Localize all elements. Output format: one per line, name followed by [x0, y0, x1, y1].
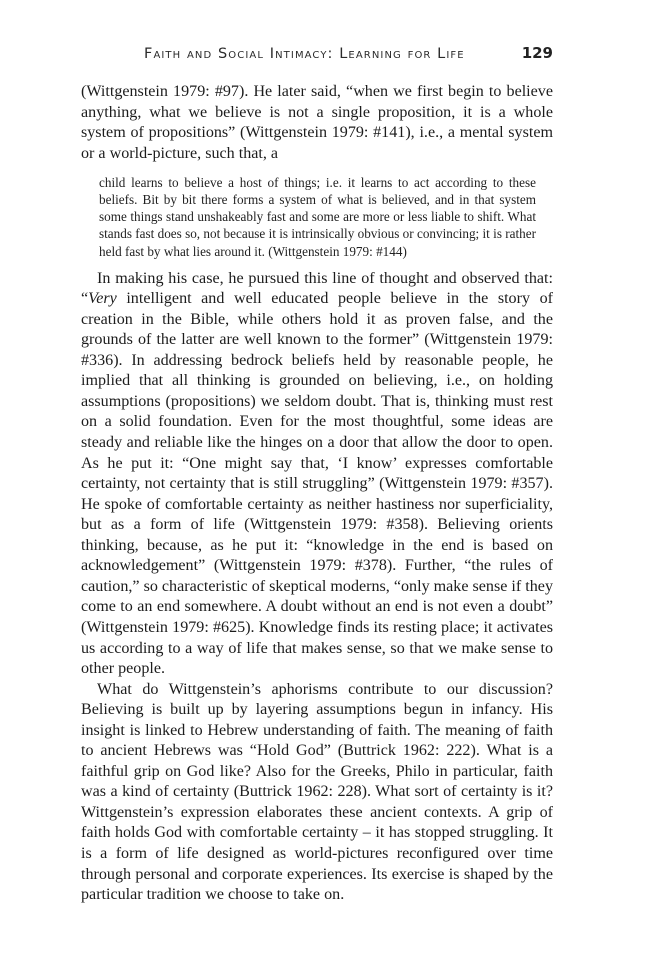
paragraph-2-rest: intelligent and well educated people believe in the story of creation in the Bible, while others hold it as proven false, and the grounds of the latter are well known to the former” (Wittgenstein 1979: #336). In addressing bedrock beliefs held by reasonable people, he implied that all thinking is grounded on believing, i.e., on holding assumptions (propositions) we seldom doubt. That is, thinking must rest on a solid foundation. Even for the most thoughtful, some ideas are steady and reliable like the hinges on a door that allow the door to open. As he put it: “One might say that, ‘I know’ expresses comfortable certainty, not certainty that is still struggling” (Wittgenstein 1979: #357). He spoke of comfortable certainty as neither hastiness nor superficiality, but as a form of life (Wittgenstein 1979: #358). Believing orients thinking, because, as he put it: “knowledge in the end is based on acknowledgement” (Wittgenstein 1979: #378). Further, “the rules of caution,” so characteristic of skeptical moderns, “only make sense if they come to an end somewhere. A doubt without an end is not even a doubt” (Wittgenstein 1979: #625). Knowledge finds its resting place; it activates us according to a way of life that makes sense, so that we make sense to other people.: [81, 290, 553, 678]
paragraph-2-italic: Very: [88, 290, 117, 308]
paragraph-2: [81, 269, 553, 680]
page-number: 129: [521, 44, 553, 62]
block-quote: child learns to believe a host of things; i.e. it learns to act according to these beliefs. Bit by bit there forms a system of what is believed, and in that system some things stand unshakeably fast and some are more or less liable to shift. What stands fast does so, not because it is intrinsically obvious or convincing; it is rather held fast by what lies around it. (Wittgenstein 1979: #144): [99, 175, 536, 259]
body-text: [81, 82, 553, 906]
running-head: [80, 44, 553, 62]
paragraph-1: (Wittgenstein 1979: #97). He later said, “when we first begin to believe anything, what we believe is not a single proposition, it is a whole system of propositions” (Wittgenstein 1979: #141), i.e., a mental system or a world-picture, such that, a: [81, 83, 553, 162]
paragraph-3: What do Wittgenstein’s aphorisms contribute to our discussion? Believing is built up by layering assumptions begun in infancy. His insight is linked to Hebrew understanding of faith. The meaning of faith to ancient Hebrews was “Hold God” (Buttrick 1962: 222). What is a faithful grip on God like? Also for the Greeks, Philo in particular, faith was a kind of certainty (Buttrick 1962: 228). What sort of certainty is it? Wittgenstein’s expression elaborates these ancient contexts. A grip of faith holds God with comfortable certainty – it has stopped struggling. It is a form of life designed as world-pictures reconfigured over time through personal and corporate experiences. Its exercise is shaped by the particular tradition we choose to take on.: [81, 680, 553, 904]
running-title: Faith and Social Intimacy: Learning for Life: [144, 46, 465, 62]
paragraph-2-lead: In making his case, he pursued this line of thought and observed that: “: [81, 269, 553, 308]
